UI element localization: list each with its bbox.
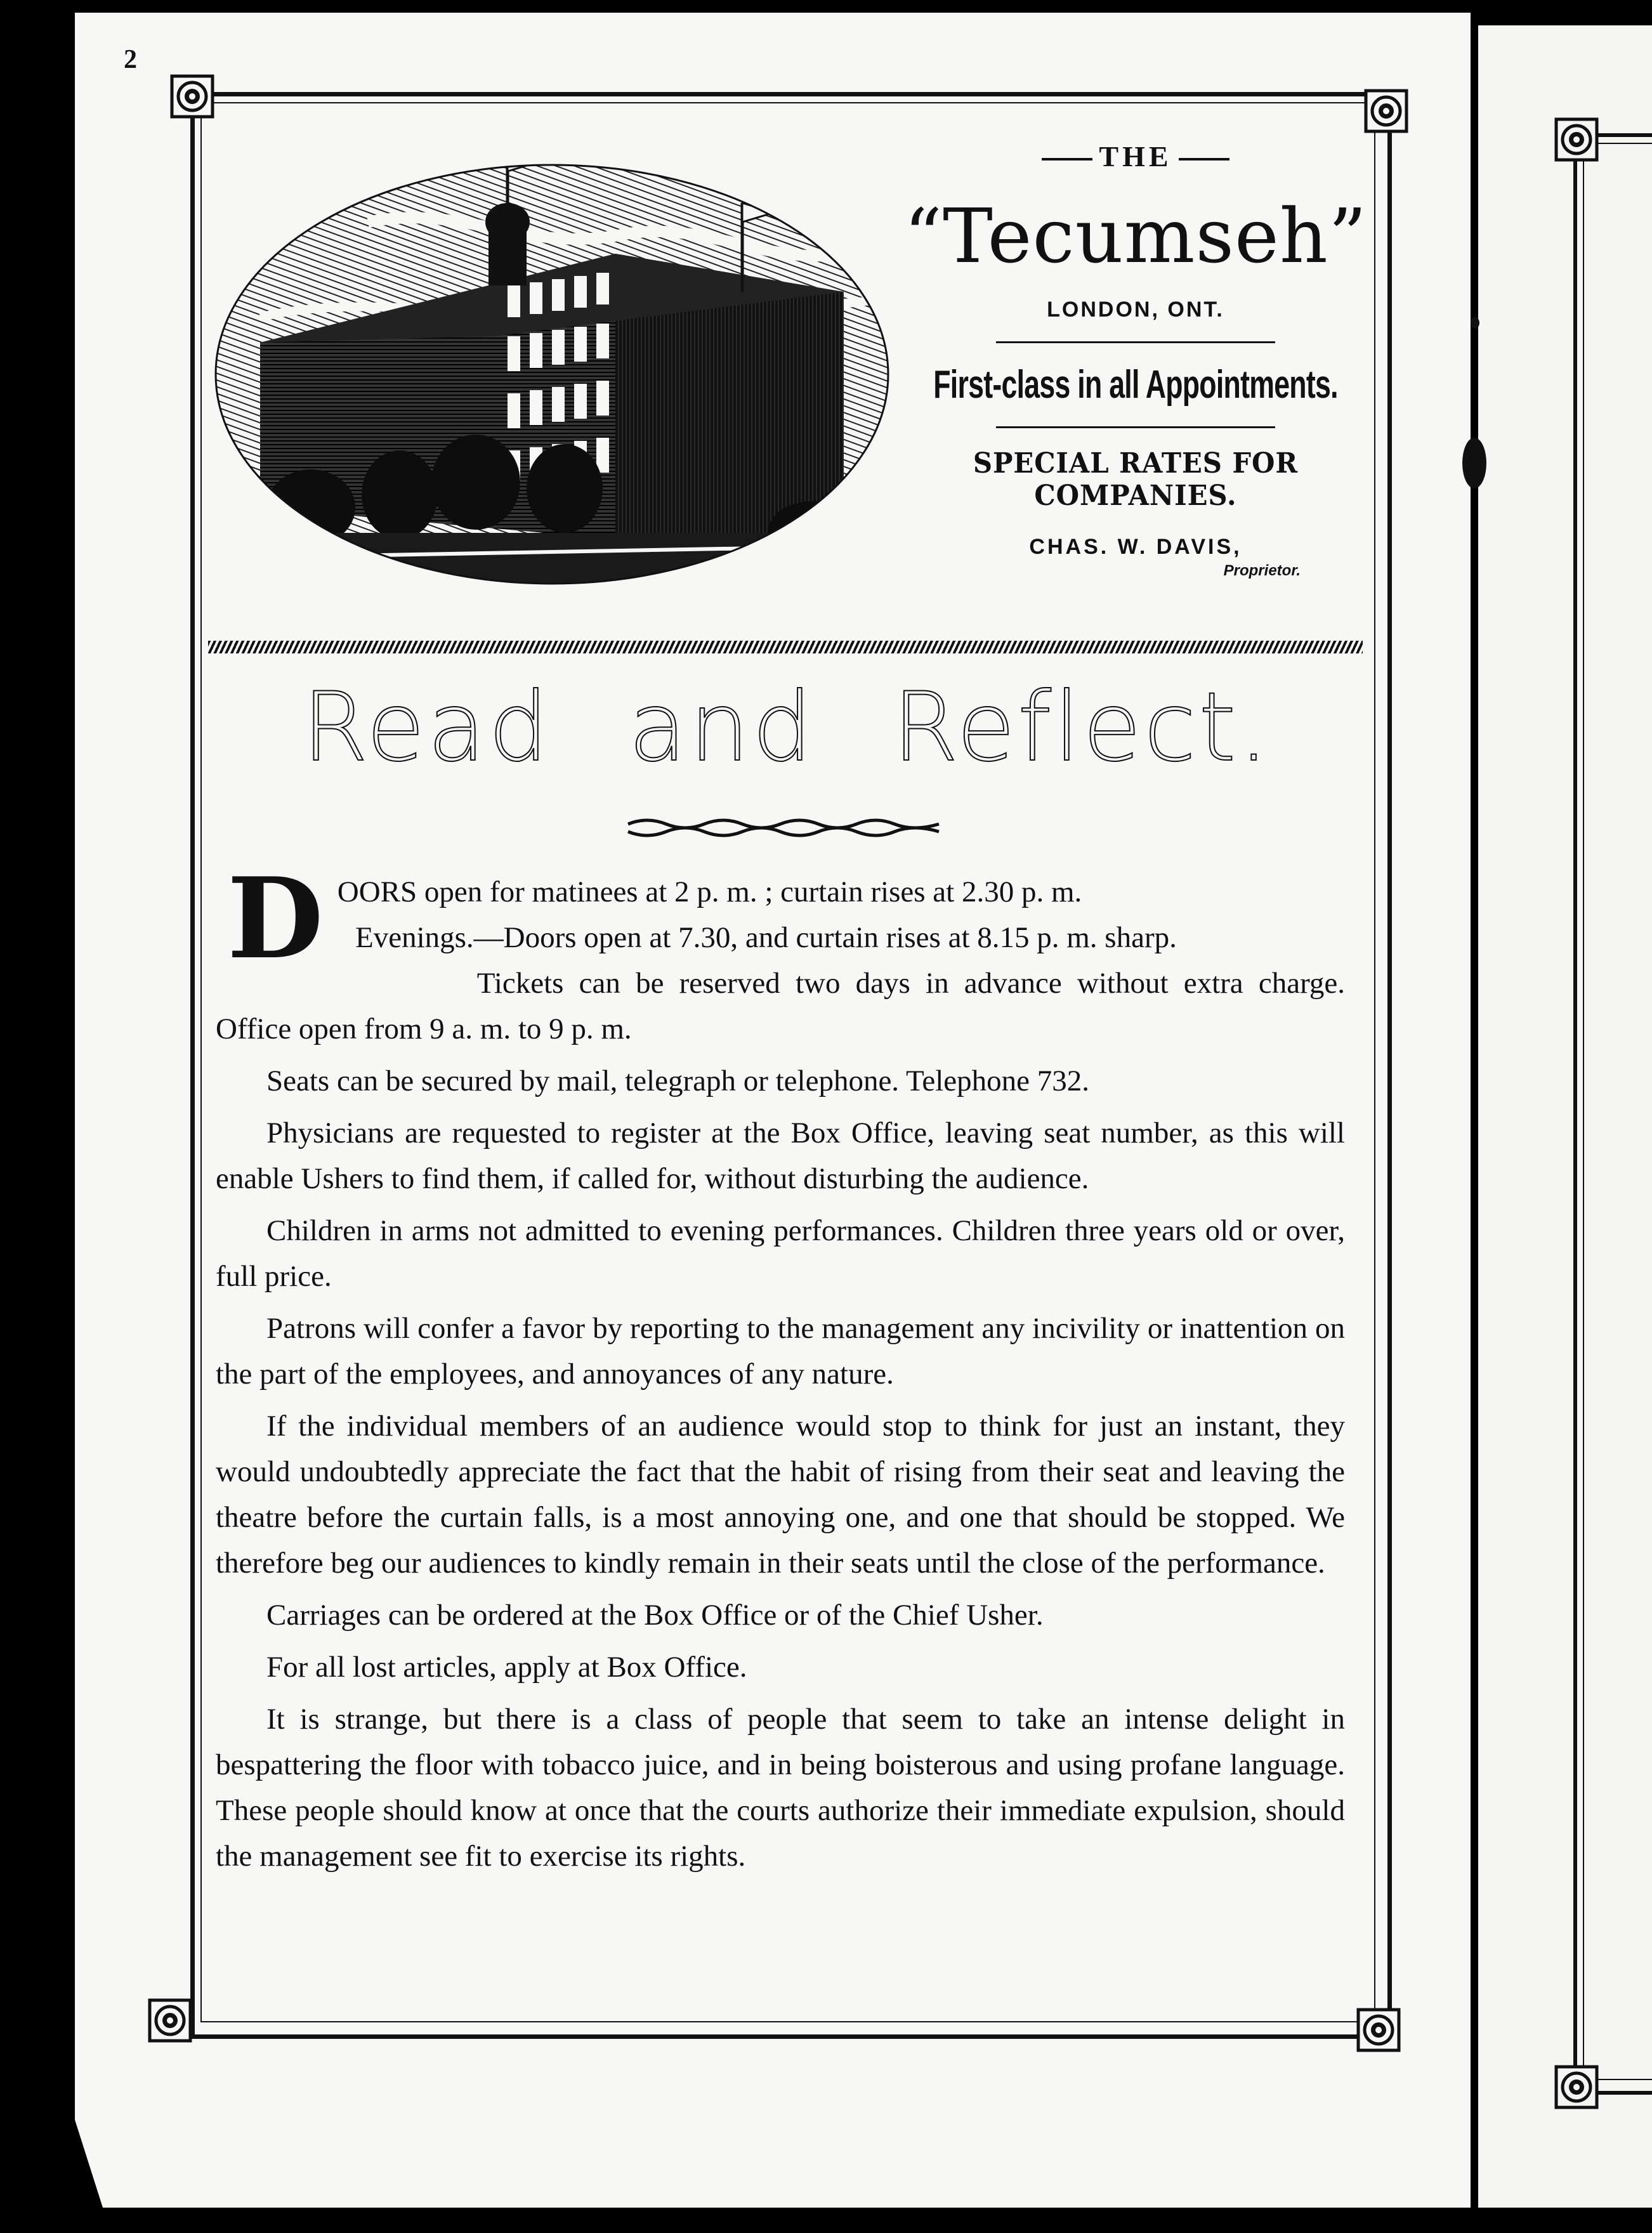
hatched-divider xyxy=(208,641,1363,653)
swash-ornament xyxy=(1179,158,1229,160)
paragraph-seats: Seats can be secured by mail, telegraph or telephone. Telephone 732. xyxy=(266,1064,1090,1097)
ad-the-line xyxy=(901,140,1370,173)
rosette-icon xyxy=(1356,2008,1401,2052)
special-rates: SPECIAL RATES FOR COMPANIES. xyxy=(973,447,1299,512)
paragraph-conduct: It is strange, but there is a class of people that seem to take an intense delight in bespattering the floor with tobacco juice, and in being boisterous and using profane language. These people should know at once that the courts authorize their immediate expulsion, should the management see fit to exercise its rights. xyxy=(216,1703,1345,1873)
hotel-city: LONDON, ONT. xyxy=(1047,298,1224,322)
rosette-icon xyxy=(148,1998,192,2043)
drop-cap: D xyxy=(227,854,324,984)
hotel-advertisement xyxy=(901,140,1370,580)
page-heading: Read and Reflect. xyxy=(302,672,1271,783)
ink-blot xyxy=(1462,438,1486,488)
hotel-name: “Tecumseh” xyxy=(903,192,1368,280)
ad-the: THE xyxy=(1099,140,1172,173)
proprietor-name: CHAS. W. DAVIS, xyxy=(1029,535,1242,559)
paragraph-text: Evenings.—Doors open at 7.30, and curtain rises at 8.15 p. m. sharp. xyxy=(355,921,1177,954)
page-number: 2 xyxy=(124,45,137,74)
wave-ornament-icon xyxy=(625,815,942,841)
hotel-tagline: First-class in all Appointments. xyxy=(933,363,1338,407)
swash-ornament xyxy=(1042,158,1092,160)
rosette-icon xyxy=(170,74,214,119)
paragraph-physicians: Physicians are requested to register at the Box Office, leaving seat number, as this will enable Ushers to find them, if called for, without disturbing the audience. xyxy=(216,1116,1345,1195)
divider xyxy=(996,341,1275,343)
paragraph-patrons: Patrons will confer a favor by reporting to the management any incivility or inattention on the part of the employees, and annoyances of any nature. xyxy=(216,1312,1345,1391)
paragraph-carriages: Carriages can be ordered at the Box Office or of the Chief Usher. xyxy=(266,1599,1044,1632)
proprietor-title: Proprietor. xyxy=(1223,562,1301,579)
hotel-building-engraving xyxy=(209,127,895,609)
paragraph-lost-articles: For all lost articles, apply at Box Office. xyxy=(266,1651,747,1684)
paragraph-text: OORS open for matinees at 2 p. m. ; curtain rises at 2.30 p. m. xyxy=(337,875,1082,908)
rosette-icon xyxy=(1554,117,1599,162)
paragraph-doors xyxy=(216,854,1345,1052)
right-page-frame-inner xyxy=(1583,143,1652,2080)
paragraph-children: Children in arms not admitted to evening performances. Children three years old or over, full price. xyxy=(216,1214,1345,1293)
right-page-edge xyxy=(1478,25,1652,2208)
rosette-icon xyxy=(1554,2065,1599,2109)
paragraph-audience: If the individual members of an audience would stop to think for just an instant, they would undoubtedly appreciate the fact that the habit of rising from their seat and leaving the theatre before the curtain falls, is a most annoying one, and one that should be stopped. We therefore beg our audiences to kindly remain in their seats until the close of the performance. xyxy=(216,1410,1345,1580)
paragraph-text: Tickets can be reserved two days in advance without extra charge. Office open from 9 a. m. to 9 p. m. xyxy=(216,967,1345,1045)
divider xyxy=(996,426,1275,428)
rosette-icon xyxy=(1364,89,1408,133)
notice-body xyxy=(216,854,1345,1885)
ink-blot xyxy=(1471,317,1479,329)
